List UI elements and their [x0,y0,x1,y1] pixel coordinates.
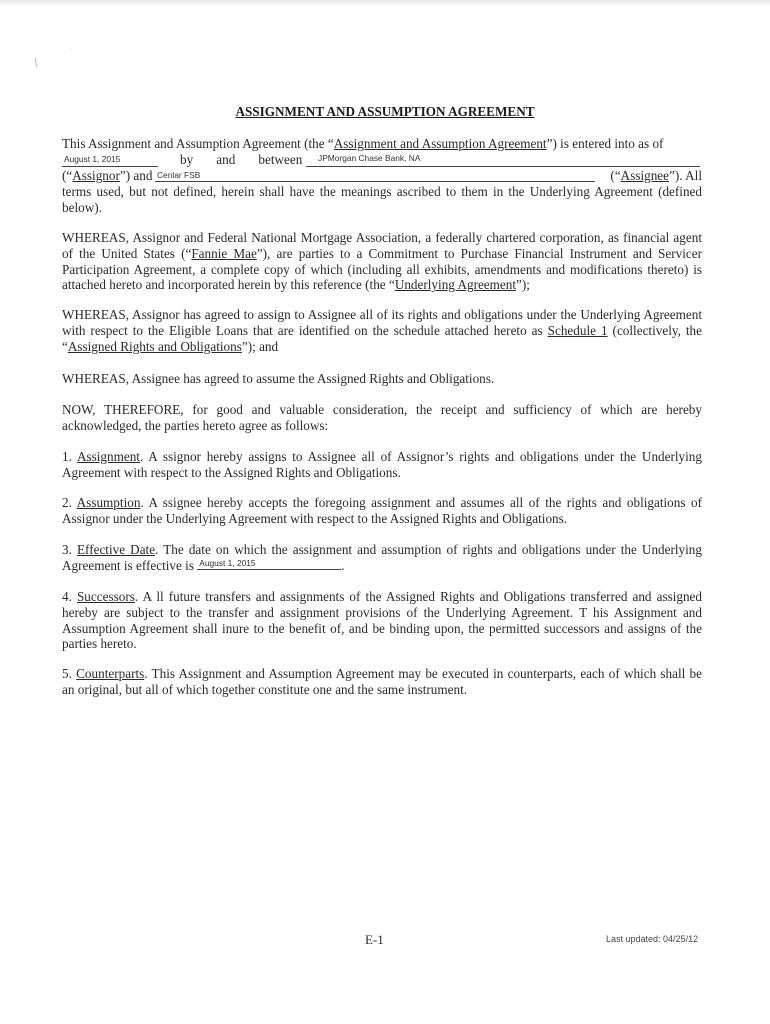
term-underlying-agreement: Underlying Agreement [394,277,517,293]
term-schedule-1: Schedule 1 [547,322,608,338]
section-4: 4. Successors. A ll future transfers and assignments of the Assigned Rights and Obligations transferred and assigned hereby are subject to the transfer and assignment provisions of the Underlying Agreement. T his Assignment and Assumption Agreement shall inure to the benefit of, and be binding upon, the permitted successors and assigns of the parties hereto. [62,589,703,652]
now-therefore: NOW, THEREFORE, for good and valuable consideration, the receipt and sufficiency of which are hereby acknowledged, the parties hereto agree as follows: [62,402,702,433]
assignor-name-fill: JPMorgan Chase Bank, NA [318,153,421,163]
last-updated: Last updated: 04/25/12 [606,934,699,944]
term-assignment-agreement: Assignment and Assumption Agreement [333,136,547,151]
whereas-1: WHEREAS, Assignor and Federal National Mortgage Association, a federally chartered corporation, as financial agent of the United States (“Fannie Mae”), are parties to a Commitment to Purchase Financial Instrument and Servicer Participation Agreement, a complete copy of which (including all exhibits, amendments and modifications thereto) is attached hereto and incorporated herein by this reference (the “Underlying Agreement”); [62,230,702,293]
section-5-heading: Counterparts [76,666,145,681]
effective-date-field [197,558,341,570]
term-fannie-mae: Fannie Mae [191,245,257,261]
date-fill: August 1, 2015 [64,154,121,164]
assignee-name-fill: Cenlar FSB [157,170,201,180]
scan-speck-mark: / [30,55,41,70]
scan-speck-dot: ˙ [70,48,74,56]
assignee-rule [155,181,595,182]
scan-edge [0,0,770,6]
page-number: E-1 [365,932,384,947]
date-rule [62,166,158,167]
section-5: 5. Counterparts. This Assignment and Assumption Agreement may be executed in counterparts, each of which shall be an original, but all of which together constitute one and the same instrument. [62,666,703,697]
intro-rest: terms used, but not defined, herein shall have the meanings ascribed to them in the Underlying Agreement (defined below). [62,184,702,215]
section-1-heading: Assignment [76,449,140,464]
effective-date-fill: August 1, 2015 [199,557,256,568]
term-assignor: Assignor [72,168,120,183]
section-4-heading: Successors [76,589,135,604]
intro-by-and-between: by and between [180,152,303,167]
intro-line-3: (“Assignor”) and (“Assignee”). All [62,168,702,183]
section-3: 3. Effective Date. The date on which the assignment and assumption of rights and obligations under the Underlying Agreement is effective is August 1, 2015 . [62,542,702,573]
section-2-heading: Assumption [76,495,141,510]
term-assigned-rights: Assigned Rights and Obligations [67,338,242,354]
section-1: 1. Assignment. A ssignor hereby assigns to Assignee all of Assignor’s rights and obligations under the Underlying Agreement with respect to the Assigned Rights and Obligations. [62,449,702,480]
term-assignee: Assignee [620,168,670,183]
whereas-3: WHEREAS, Assignee has agreed to assume the Assigned Rights and Obligations. [62,371,495,386]
intro-line-1: This Assignment and Assumption Agreement (the “Assignment and Assumption Agreement”) is entered into as of [62,136,664,151]
whereas-2: WHEREAS, Assignor has agreed to assign to Assignee all of its rights and obligations under the Underlying Agreement with respect to the Eligible Loans that are identified on the schedule attached hereto as Schedule 1 (collectively, the “Assigned Rights and Obligations”); and [62,307,702,354]
document-title: ASSIGNMENT AND ASSUMPTION AGREEMENT [235,104,535,119]
assignor-rule [306,166,700,167]
section-2: 2. Assumption. A ssignee hereby accepts the foregoing assignment and assumes all of the rights and obligations of Assignor under the Underlying Agreement with respect to the Assigned Rights and Obligations. [62,495,702,526]
section-3-heading: Effective Date [77,542,156,557]
